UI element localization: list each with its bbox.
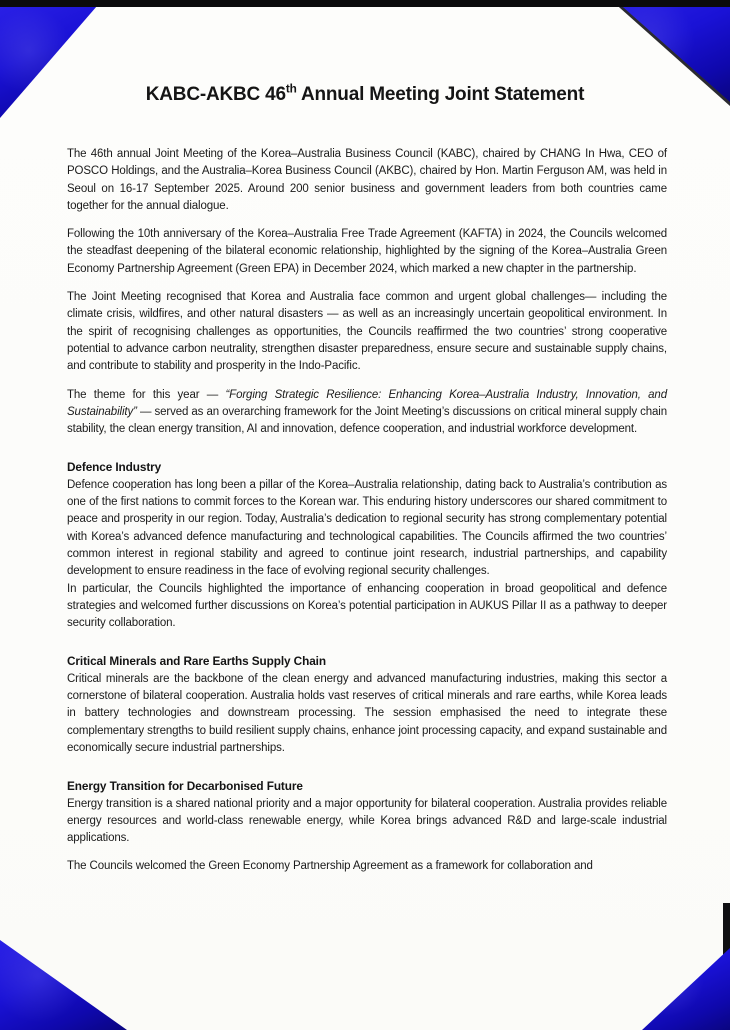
energy-transition-paragraph: Energy transition is a shared national priority and a major opportunity for bilateral cooperation. Australia provides reliable energy resources and world-class renewable energy, while Korea brings advanced R&D and large-scale industrial applications. <box>67 797 667 845</box>
photo-top-edge <box>0 0 730 7</box>
closing-partial-paragraph: The Councils welcomed the Green Economy Partnership Agreement as a framework for collaboration and <box>67 860 593 873</box>
theme-title-quote: “Forging Strategic Resilience: Enhancing Korea–Australia Industry, Innovation, and Sustainability” <box>67 388 667 418</box>
defence-industry-paragraph-1: Defence cooperation has long been a pillar of the Korea–Australia relationship, dating back to Australia’s contribution as one of the first nations to commit forces to the Korean war. This enduring history underscores our shared commitment to peace and prosperity in our region. Today, Australia’s dedication to regional security has strong complementary potential with Korea’s advanced defence manufacturing and technological capabilities. The Councils affirmed the two countries’ common interest in regional stability and agreed to continue joint research, industrial partnerships, and capability development to ensure readiness in the face of evolving regional security challenges. <box>67 478 667 578</box>
section-heading-energy-transition: Energy Transition for Decarbonised Future <box>67 779 303 794</box>
section-heading-critical-minerals: Critical Minerals and Rare Earths Supply Chain <box>67 654 326 669</box>
title-text: KABC-AKBC 46 <box>145 84 286 105</box>
title-text-suffix: Annual Meeting Joint Statement <box>296 84 585 105</box>
defence-industry-paragraph-2: In particular, the Councils highlighted the importance of enhancing cooperation in broad geopolitical and defence strategies and welcomed further discussions on Korea’s potential participation in AUKUS Pillar II as a pathway to deeper security collaboration. <box>67 582 667 630</box>
theme-paragraph <box>67 387 667 439</box>
theme-prefix: The theme for this year — <box>67 388 226 401</box>
section-heading-defence-industry: Defence Industry <box>67 460 162 475</box>
backdrop-corner-bottom-right <box>642 948 730 1030</box>
backdrop-corner-bottom-left <box>0 940 127 1030</box>
intro-paragraph-3: The Joint Meeting recognised that Korea and Australia face common and urgent global challenges— including the climate crisis, wildfires, and other natural disasters — as well as an increasingly uncertain geopolitical environment. In the spirit of recognising challenges as opportunities, the Councils reaffirmed the two countries’ strong cooperative potential to advance carbon neutrality, strengthen disaster preparedness, ensure secure and sustainable supply chains, and contribute to stability and prosperity in the Indo-Pacific. <box>67 291 667 373</box>
intro-paragraph-1: The 46th annual Joint Meeting of the Korea–Australia Business Council (KABC), chaired by CHANG In Hwa, CEO of POSCO Holdings, and the Australia–Korea Business Council (AKBC), chaired by Hon. Martin Ferguson AM, was held in Seoul on 16-17 September 2025. Around 200 senior business and government leaders from both countries came together for the annual dialogue. <box>67 148 667 212</box>
theme-suffix: — served as an overarching framework for the Joint Meeting’s discussions on critical mineral supply chain stability, the clean energy transition, AI and innovation, defence cooperation, and industrial workforce development. <box>67 405 667 436</box>
document-title <box>0 84 730 106</box>
intro-paragraph-2: Following the 10th anniversary of the Korea–Australia Free Trade Agreement (KAFTA) in 2024, the Councils welcomed the steadfast deepening of the bilateral economic relationship, highlighted by the signing of the Korea–Australia Green Economy Partnership Agreement (Green EPA) in December 2024, which marked a new chapter in the partnership. <box>67 228 667 275</box>
critical-minerals-paragraph: Critical minerals are the backbone of the clean energy and advanced manufacturing industries, making this sector a cornerstone of bilateral cooperation. Australia holds vast reserves of critical minerals and rare earths, while Korea leads in battery technologies and downstream processing. The session emphasised the need to integrate these complementary strengths to build resilient supply chains, enhance joint processing capacity, and expand sustainable and economically secure industrial partnerships. <box>67 672 667 754</box>
title-ordinal-superscript: th <box>285 82 297 96</box>
document-body <box>67 146 667 887</box>
